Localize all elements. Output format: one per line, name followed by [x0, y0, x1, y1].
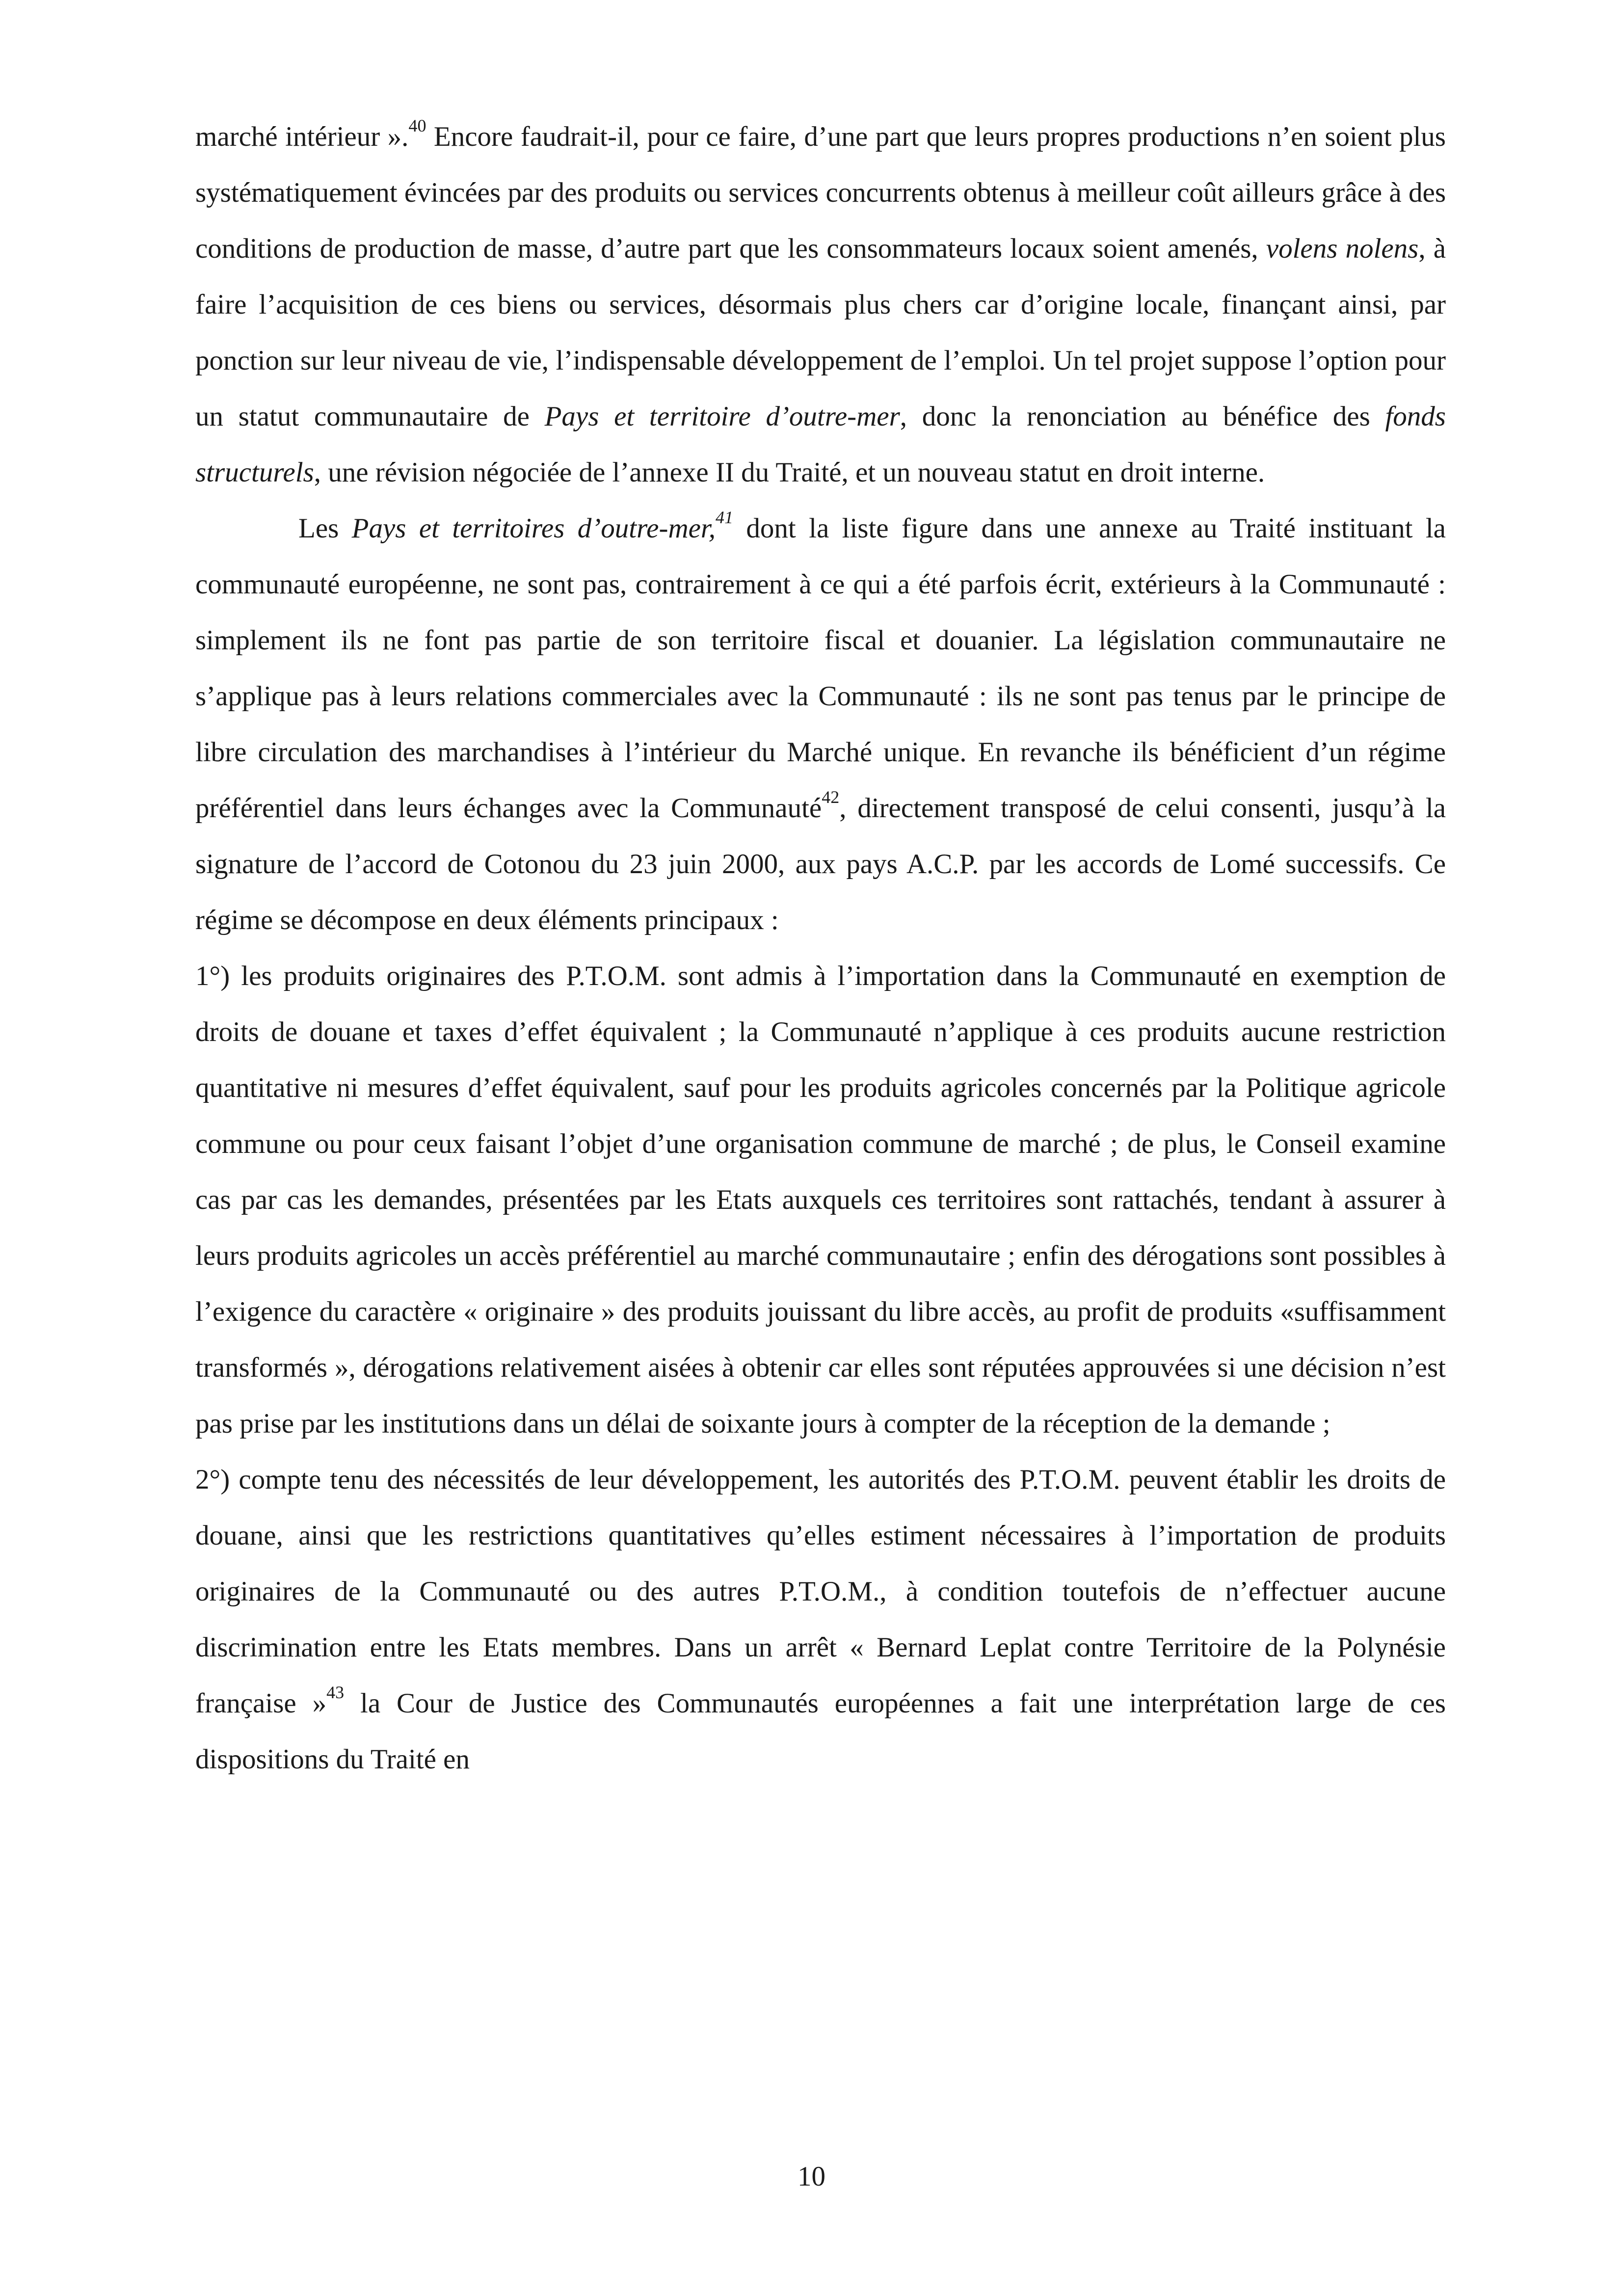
text-run: dont la liste figure dans une annexe au Traité instituant la communauté européenne, ne sont pas, contrairement à ce qui a été parfois écrit, extérieurs à la Communauté : simplement ils ne font pas partie de son territoire fiscal et douanier. La législation communautaire ne s’applique pas à leurs relations commerciales avec la Communauté : ils ne sont pas tenus par le principe de libre circulation des marchandises à l’intérieur du Marché unique. En revanche ils bénéficient d’un régime préférentiel dans leurs échanges avec la Communauté	[195, 513, 1446, 824]
text-run: , à faire l’acquisition de ces biens ou services, désormais plus chers car d’origine locale, finançant ainsi, par ponction sur leur niveau de vie, l’indispensable développement de l’emploi. Un tel projet suppose l’option pour un statut communautaire de	[195, 233, 1446, 432]
text-run: 2°) compte tenu des nécessités de leur développement, les autorités des P.T.O.M. peuvent établir les droits de douane, ainsi que les restrictions quantitatives qu’elles estiment nécessaires à l’importation de produits originaires de la Communauté ou des autres P.T.O.M., à condition toutefois de n’effectuer aucune discrimination entre les Etats membres. Dans un arrêt « Bernard Leplat contre Territoire de la Polynésie française »	[195, 1464, 1446, 1719]
footnote-ref: 41	[716, 507, 734, 528]
italic-text: Pays et territoires d’outre-mer,	[351, 513, 716, 544]
italic-text: Pays et territoire d’outre-mer	[544, 401, 900, 432]
text-run: , directement transposé de celui consenti, jusqu’à la signature de l’accord de Cotonou du 23 juin 2000, aux pays A.C.P. par les accords de Lomé successifs. Ce régime se décompose en deux éléments principaux :	[195, 793, 1446, 935]
text-run: Encore faudrait-il, pour ce faire, d’une part que leurs propres productions n’en soient plus systématiquement évincées par des produits ou services concurrents obtenus à meilleur coût ailleurs grâce à des conditions de production de masse, d’autre part que les consommateurs locaux soient amenés,	[195, 121, 1446, 264]
text-run: marché intérieur ».	[195, 121, 409, 152]
page-number: 10	[798, 2161, 825, 2192]
body-text	[195, 109, 1446, 1788]
footnote-ref: 43	[326, 1682, 345, 1703]
italic-text: fonds structurels	[195, 401, 1446, 488]
footnote-ref: 42	[822, 787, 840, 807]
text-run: , donc la renonciation au bénéfice des	[900, 401, 1385, 432]
text-run: la Cour de Justice des Communautés européennes a fait une interprétation large de ces dispositions du Traité en	[195, 1688, 1446, 1775]
text-run: 1°) les produits originaires des P.T.O.M. sont admis à l’importation dans la Communauté en exemption de droits de douane et taxes d’effet équivalent ; la Communauté n’applique à ces produits aucune restriction quantitative ni mesures d’effet équivalent, sauf pour les produits agricoles concernés par la Politique agricole commune ou pour ceux faisant l’objet d’une organisation commune de marché ; de plus, le Conseil examine cas par cas les demandes, présentées par les Etats auxquels ces territoires sont rattachés, tendant à assurer à leurs produits agricoles un accès préférentiel au marché communautaire ; enfin des dérogations sont possibles à l’exigence du caractère « originaire » des produits jouissant du libre accès, au profit de produits «suffisamment transformés », dérogations relativement aisées à obtenir car elles sont réputées approuvées si une décision n’est pas prise par les institutions dans un délai de soixante jours à compter de la réception de la demande ;	[195, 961, 1446, 1439]
paragraph	[195, 1452, 1446, 1788]
footnote-ref: 40	[408, 116, 426, 136]
italic-text: volens nolens	[1266, 233, 1419, 264]
text-run: , une révision négociée de l’annexe II du Traité, et un nouveau statut en droit interne.	[314, 457, 1265, 488]
paragraph	[195, 109, 1446, 501]
paragraph	[195, 501, 1446, 948]
paragraph	[195, 948, 1446, 1452]
text-run: Les	[298, 513, 352, 544]
